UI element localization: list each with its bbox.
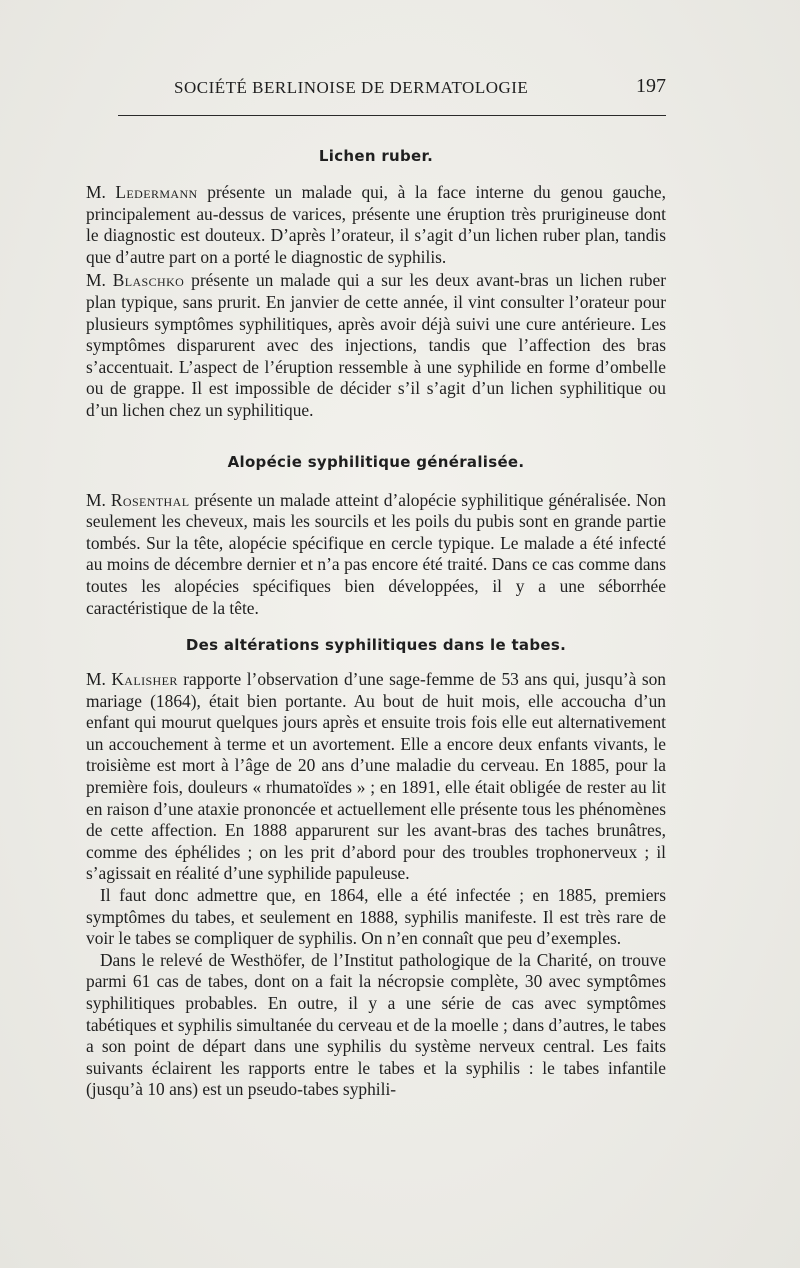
speaker-name: Ledermann (115, 182, 198, 202)
paragraph-blaschko (86, 270, 666, 421)
page-number: 197 (636, 75, 666, 97)
paragraph-text: Il faut donc admettre que, en 1864, elle a été infectée ; en 1885, premiers symptômes du tabes, et seulement en 1888, syphilis manifeste. Il est très rare de voir le tabes se compliquer de syphilis. On n’en connaît que peu d’exemples. (86, 885, 666, 949)
paragraph-westhofer (86, 950, 666, 1101)
paragraph-text: rapporte l’observation d’une sage-femme de 53 ans qui, jusqu’à son mariage (1864), était bien portante. Au bout de huit mois, elle accoucha d’un enfant qui mourut quelques jours après et ensuite trois fois elle eut alternativement un accouchement à terme et un avortement. Elle a encore deux enfants vivants, le troisième est mort à l’âge de 20 ans d’une maladie du cerveau. En 1885, pour la première fois, douleurs « rhumatoïdes » ; en 1891, elle était obligée de rester au lit en raison d’une ataxie prononcée et actuellement elle présente tous les phénomènes de cette affection. En 1888 apparurent sur les avant-bras des taches brunâtres, comme des éphélides ; on les prit d’abord pour des troubles trophonerveux ; il s’agissait en réalité d’une syphilide papuleuse. (86, 669, 666, 884)
page-body (86, 146, 666, 1101)
speaker-name: Blaschko (112, 270, 185, 291)
paragraph-kalisher (86, 669, 666, 885)
paragraph-rosenthal (86, 490, 666, 620)
running-head (88, 75, 666, 102)
paragraph-ledermann (86, 182, 666, 268)
speaker-prefix: M. (86, 182, 116, 202)
running-title: SOCIÉTÉ BERLINOISE DE DERMATOLOGIE (174, 78, 529, 97)
section-title-lichen-ruber: Lichen ruber. (318, 147, 434, 165)
paragraph-text: Dans le relevé de Westhöfer, de l’Institut pathologique de la Charité, on trouve parmi 61 cas de tabes, dont on a fait la nécropsie complète, 30 avec symptômes syphilitiques probables. En outre, il y a une série de cas avec symptômes tabétiques et syphilis simultanée du cerveau et de la moelle ; dans d’autres, le tabes a son point de départ dans une syphilis du système nerveux central. Les faits suivants éclairent les rapports entre le tabes et la syphilis : le tabes infantile (jusqu’à 10 ans) est un pseudo-tabes syphili- (86, 949, 666, 1100)
paragraph-text: présente un malade qui, à la face interne du genou gauche, principalement au-dessus de varices, présente une éruption très prurigineuse dont le diagnostic est douteux. D’après l’orateur, il s’agit d’un lichen ruber plan, tandis que d’autre part on a porté le diagnostic de syphilis. (86, 182, 666, 267)
speaker-name: Kalisher (111, 669, 178, 690)
section-title-alopecie: Alopécie syphilitique généralisée. (227, 452, 525, 471)
speaker-prefix: M. (86, 270, 113, 291)
speaker-name: Rosenthal (110, 489, 190, 510)
speaker-prefix: M. (86, 489, 111, 510)
section-title-alterations-tabes: Des altérations syphilitiques dans le tabes. (185, 636, 567, 655)
paragraph-text: présente un malade qui a sur les deux avant-bras un lichen ruber plan typique, sans prurit. En janvier de cette année, il vint consulter l’orateur pour plusieurs symptômes syphilitiques, après avoir déjà suivi une cure antérieure. Les symptômes disparurent avec des injections, tandis que l’affection des bras s’accentuait. L’aspect de l’éruption ressemble à une syphilide en forme d’ombelle ou de grappe. Il est impossible de décider s’il s’agit d’un lichen syphilitique ou d’un lichen chez un syphilitique. (86, 270, 666, 420)
paragraph-infection-dates (86, 885, 666, 950)
header-rule (118, 115, 666, 116)
speaker-prefix: M. (86, 669, 112, 690)
paragraph-text: présente un malade atteint d’alopécie syphilitique généralisée. Non seulement les cheveux, mais les sourcils et les poils du pubis sont en grande partie tombés. Sur la tête, alopécie spécifique en cercle typique. Le malade a été infecté au moins de décembre dernier et n’a pas encore été traité. Dans ce cas comme dans toutes les alopécies spécifiques bien développées, il y a une séborrhée caractéristique de la tête. (86, 489, 666, 618)
